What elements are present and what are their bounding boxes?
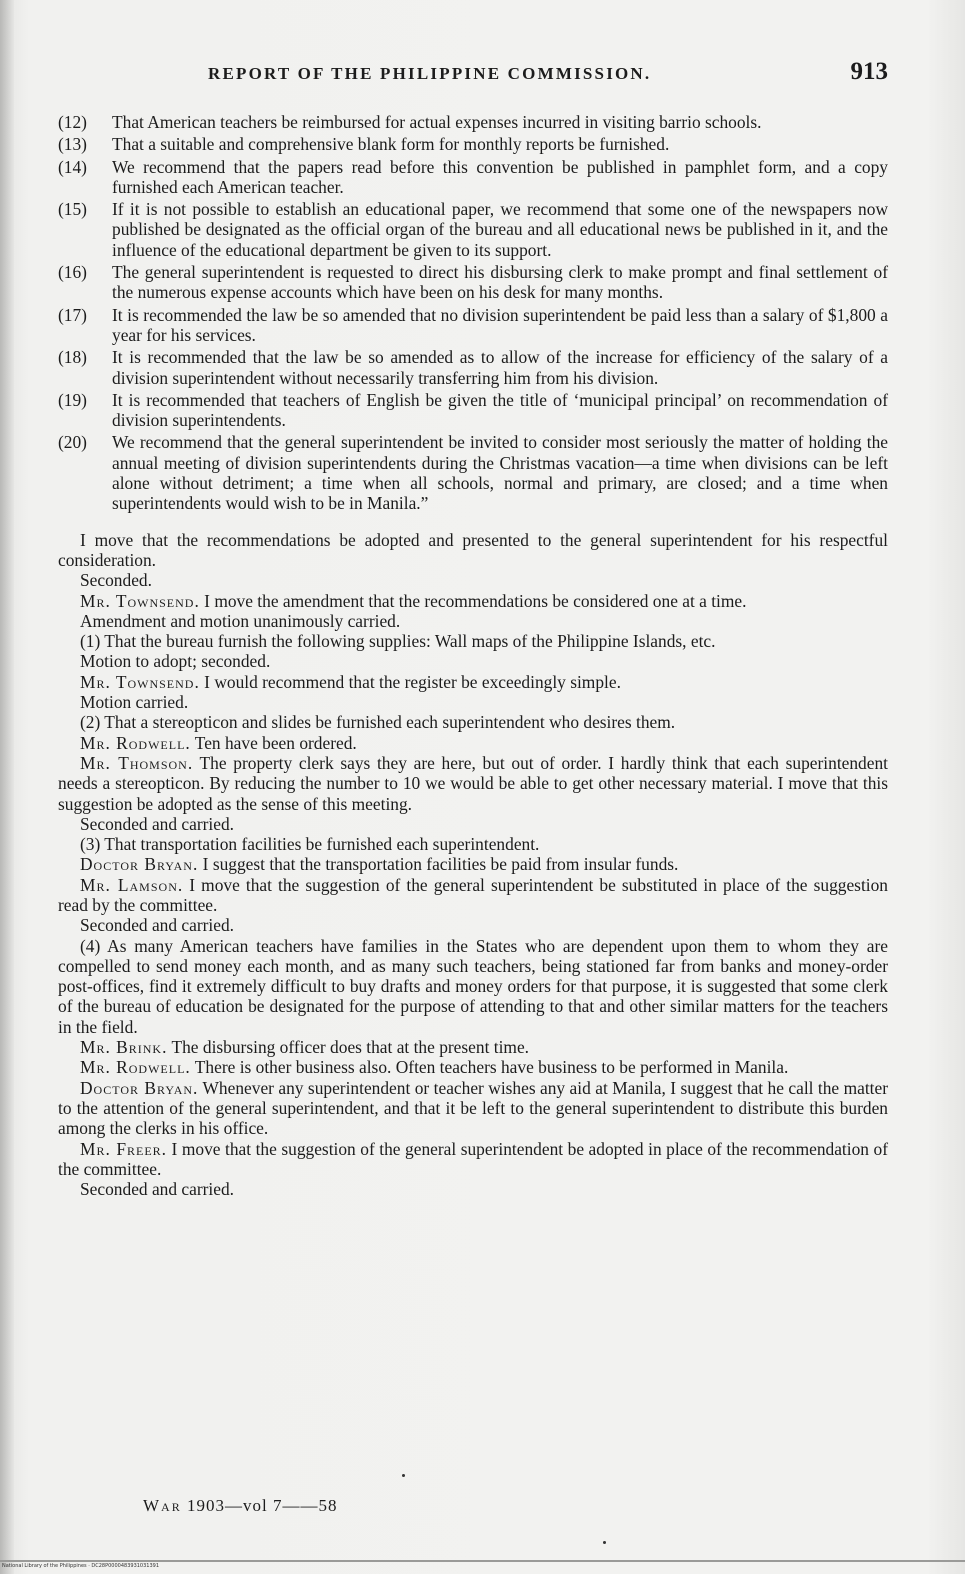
scan-speck [402, 1474, 405, 1477]
recommendation-text: We recommend that the general superintendent be invited to consider most seriously the matter of holding the annual meeting of division superintendents during the Christmas vacation—a time when divisions can be left alone without detriment; a time when all schools, normal and primary, are closed; and a time when superintendents would wish to be in Manila.” [112, 432, 888, 514]
speaker-name: Mr. Rodwell. [80, 732, 191, 753]
page-header [58, 58, 888, 90]
speaker-name: Mr. Lamson. [80, 874, 184, 895]
proceedings-text [58, 530, 888, 1200]
recommendation-item [58, 157, 888, 198]
proceedings-paragraph [58, 530, 888, 571]
paragraph-text: Motion to adopt; seconded. [80, 651, 271, 672]
paragraph-text: Motion carried. [80, 692, 189, 713]
paragraph-text: Seconded and carried. [80, 915, 235, 936]
recommendation-text: It is recommended that the law be so amended as to allow of the increase for efficiency of the salary of a division superintendent without necessarily transferring him from his division. [112, 347, 888, 388]
recommendation-item [58, 347, 888, 388]
proceedings-paragraph [58, 591, 888, 611]
speaker-name: Mr. Freer. [80, 1138, 168, 1159]
recommendation-number: (15) [58, 199, 87, 220]
paragraph-text: (4) As many American teachers have families in the States who are dependent upon them to whom they are compelled to send money each month, and as many such teachers, being stationed far from banks and money-order post-offices, find it extremely difficult to buy drafts and money orders for that purpose, it is suggested that some clerk of the bureau of education be designated for the purpose of attending to that and other similar matters for the teachers in the field. [58, 935, 888, 1037]
proceedings-paragraph [58, 611, 888, 631]
book-spine-shadow [0, 0, 14, 1574]
proceedings-paragraph [58, 672, 888, 692]
speaker-name: Mr. Townsend. [80, 590, 200, 611]
speaker-name: Mr. Townsend. [80, 671, 200, 692]
speaker-name: Doctor Bryan. [80, 1077, 199, 1098]
signature-mark [143, 1496, 337, 1516]
proceedings-paragraph [58, 692, 888, 712]
library-imprint: National Library of the Philippines · DC28P0000483931031391 [2, 1563, 160, 1569]
speaker-name: Mr. Brink. [80, 1037, 168, 1058]
recommendation-text: It is recommended the law be so amended that no division superintendent be paid less than a salary of $1,800 a year for his services. [112, 304, 888, 345]
recommendation-text: It is recommended that teachers of English be given the title of ‘municipal principal’ on recommendation of division superintendents. [112, 389, 888, 431]
proceedings-paragraph [58, 936, 888, 1037]
scan-bottom-edge [0, 1560, 965, 1562]
running-title: REPORT OF THE PHILIPPINE COMMISSION. [208, 64, 652, 83]
paragraph-text: The disbursing officer does that at the present time. [167, 1037, 530, 1058]
recommendation-item [58, 134, 888, 154]
recommendation-item [58, 262, 888, 303]
proceedings-paragraph [58, 1139, 888, 1180]
paragraph-text: I move the amendment that the recommendations be considered one at a time. [199, 590, 747, 611]
recommendation-item [58, 199, 888, 260]
proceedings-paragraph [58, 1057, 888, 1077]
paragraph-text: Amendment and motion unanimously carried. [80, 610, 401, 631]
paragraph-text: I move that the suggestion of the general superintendent be substituted in place of the suggestion read by the committee. [58, 874, 889, 915]
proceedings-paragraph [58, 915, 888, 935]
scan-speck [603, 1541, 606, 1544]
proceedings-paragraph [58, 712, 888, 732]
proceedings-paragraph [58, 875, 888, 916]
speaker-name: Mr. Rodwell. [80, 1057, 191, 1078]
paragraph-text: Seconded and carried. [80, 813, 235, 834]
paragraph-text: There is other business also. Often teachers have business to be performed in Manila. [190, 1057, 789, 1078]
paragraph-text: Seconded. [80, 570, 152, 591]
proceedings-paragraph [58, 1179, 888, 1199]
paragraph-text: Whenever any superintendent or teacher wishes any aid at Manila, I suggest that he call the matter to the attention of the general superintendent, and that it be left to the general superintendent to distribute this burden among the clerks in his office. [58, 1077, 888, 1139]
recommendation-text: That American teachers be reimbursed for actual expenses incurred in visiting barrio schools. [112, 112, 762, 132]
paragraph-text: (1) That the bureau furnish the following supplies: Wall maps of the Philippine Islands, etc. [80, 631, 716, 652]
proceedings-paragraph [58, 814, 888, 834]
paragraph-text: Ten have been ordered. [190, 732, 357, 753]
paragraph-text: I would recommend that the register be exceedingly simple. [199, 671, 621, 692]
recommendation-item [58, 432, 888, 513]
recommendation-text: The general superintendent is requested to direct his disbursing clerk to make prompt and final settlement of the numerous expense accounts which have been on his desk for many months. [112, 262, 888, 303]
recommendation-number: (13) [58, 134, 87, 155]
page-number: 913 [850, 58, 888, 85]
recommendation-number: (19) [58, 389, 87, 410]
recommendation-text: That a suitable and comprehensive blank form for monthly reports be furnished. [112, 134, 670, 155]
proceedings-paragraph [58, 651, 888, 671]
paragraph-text: I move that the recommendations be adopted and presented to the general superintendent for his respectful consideration. [58, 529, 888, 570]
paragraph-text: I suggest that the transportation facilities be paid from insular funds. [198, 854, 679, 875]
proceedings-paragraph [58, 1078, 888, 1139]
proceedings-paragraph [58, 1037, 888, 1057]
recommendation-number: (12) [58, 112, 87, 132]
proceedings-paragraph [58, 631, 888, 651]
recommendation-number: (14) [58, 156, 87, 177]
signature-mark-war: War [143, 1496, 182, 1515]
paragraph-text: The property clerk says they are here, but out of order. I hardly think that each superintendent needs a stereopticon. By reducing the number to 10 we would be able to get other necessary material. I move that this suggestion be adopted as the sense of this meeting. [58, 752, 888, 814]
recommendation-list [58, 112, 888, 514]
paragraph-text: (3) That transportation facilities be furnished each superintendent. [80, 834, 540, 855]
signature-mark-volume: 1903—vol 7——58 [181, 1496, 338, 1515]
paragraph-text: (2) That a stereopticon and slides be furnished each superintendent who desires them. [80, 712, 676, 733]
speaker-name: Mr. Thomson. [80, 752, 194, 773]
recommendation-text: If it is not possible to establish an educational paper, we recommend that some one of the newspapers now published be designated as the official organ of the bureau and all educational news be published in it, and the influence of the educational department be given to its support. [112, 199, 888, 260]
proceedings-paragraph [58, 733, 888, 753]
paragraph-text: Seconded and carried. [80, 1179, 235, 1200]
recommendation-item [58, 305, 888, 346]
recommendation-text: We recommend that the papers read before this convention be published in pamphlet form, and a copy furnished each American teacher. [112, 156, 888, 197]
recommendation-item [58, 112, 888, 132]
recommendation-number: (16) [58, 262, 87, 283]
recommendation-number: (18) [58, 347, 87, 368]
recommendation-number: (20) [58, 432, 87, 453]
paragraph-text: I move that the suggestion of the general superintendent be adopted in place of the recommendation of the committee. [58, 1138, 888, 1179]
page-body [58, 112, 888, 1199]
recommendation-item [58, 390, 888, 431]
proceedings-paragraph [58, 834, 888, 854]
proceedings-paragraph [58, 753, 888, 814]
proceedings-paragraph [58, 570, 888, 590]
recommendation-number: (17) [58, 304, 87, 325]
speaker-name: Doctor Bryan. [80, 854, 199, 875]
proceedings-paragraph [58, 854, 888, 874]
